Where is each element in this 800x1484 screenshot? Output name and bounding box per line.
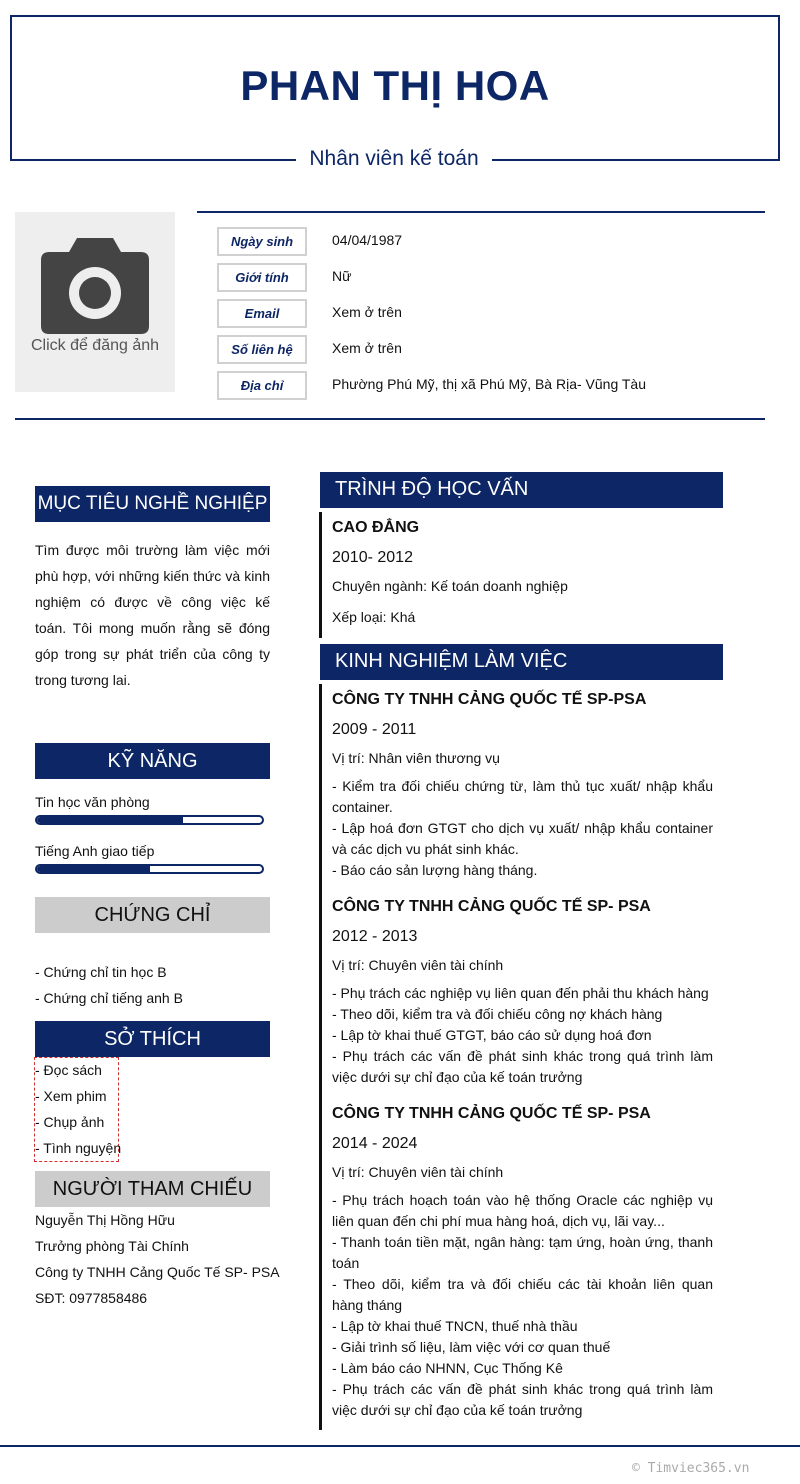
education-grade[interactable]: Xếp loại: Khá bbox=[332, 609, 416, 625]
photo-upload[interactable] bbox=[15, 212, 175, 392]
job-duty: - Phụ trách các vấn đề phát sinh khác trong quá trình làm việc dưới sự chỉ đạo của kế toán trưởng bbox=[332, 1048, 713, 1085]
job-company[interactable]: CÔNG TY TNHH CẢNG QUỐC TẾ SP- PSA bbox=[332, 1105, 651, 1122]
job-duties[interactable] bbox=[332, 776, 713, 881]
hobby-item[interactable]: - Chụp ảnh bbox=[35, 1114, 105, 1130]
job-duty: - Giải trình số liệu, làm việc với cơ quan thuế bbox=[332, 1339, 611, 1355]
info-divider-bottom bbox=[15, 418, 765, 420]
objective-heading: MỤC TIÊU NGHỀ NGHIỆP bbox=[35, 486, 270, 522]
education-bar bbox=[319, 512, 322, 638]
job-years[interactable]: 2014 - 2024 bbox=[332, 1135, 418, 1152]
job-duty: - Báo cáo sản lượng hàng tháng. bbox=[332, 862, 538, 878]
skill-name[interactable]: Tin học văn phòng bbox=[35, 794, 150, 810]
footer-divider bbox=[0, 1445, 800, 1447]
address-label: Địa chỉ bbox=[217, 371, 307, 400]
job-years[interactable]: 2012 - 2013 bbox=[332, 928, 418, 945]
certificate-item[interactable]: - Chứng chỉ tin học B bbox=[35, 964, 167, 980]
job-duty: - Thanh toán tiền mặt, ngân hàng: tạm ứng, hoàn ứng, thanh toán bbox=[332, 1234, 713, 1271]
job-years[interactable]: 2009 - 2011 bbox=[332, 721, 417, 738]
job-duties[interactable] bbox=[332, 983, 713, 1088]
job-duty: - Theo dõi, kiểm tra và đối chiếu công nợ khách hàng bbox=[332, 1006, 663, 1022]
candidate-name[interactable]: PHAN THỊ HOA bbox=[240, 62, 550, 109]
skill-bar bbox=[35, 815, 264, 825]
job-position[interactable]: Vị trí: Chuyên viên tài chính bbox=[332, 1164, 504, 1180]
job-duty: - Phụ trách hoạch toán vào hệ thống Oracle các nghiệp vụ liên quan đến chi phí mua hàng hoá, dịch vụ, lãi vay... bbox=[332, 1192, 713, 1229]
certificate-item[interactable]: - Chứng chỉ tiếng anh B bbox=[35, 990, 183, 1006]
job-duty: - Phụ trách các nghiệp vụ liên quan đến phải thu khách hàng bbox=[332, 985, 709, 1001]
education-years[interactable]: 2010- 2012 bbox=[332, 549, 413, 566]
job-duty: - Lập tờ khai thuế TNCN, thuế nhà thầu bbox=[332, 1318, 578, 1334]
reference-line[interactable]: Nguyễn Thị Hồng Hữu bbox=[35, 1212, 175, 1228]
job-duties[interactable] bbox=[332, 1190, 713, 1421]
hobby-item[interactable]: - Xem phim bbox=[35, 1088, 107, 1104]
camera-icon bbox=[41, 238, 149, 334]
birth-value[interactable]: 04/04/1987 bbox=[332, 232, 403, 248]
job-duty: - Phụ trách các vấn đề phát sinh khác trong quá trình làm việc dưới sự chỉ đạo của kế toán trưởng bbox=[332, 1381, 713, 1418]
job-title[interactable]: Nhân viên kế toán bbox=[296, 144, 492, 174]
reference-line[interactable]: SĐT: 0977858486 bbox=[35, 1290, 148, 1306]
references-heading: NGƯỜI THAM CHIẾU bbox=[35, 1171, 270, 1207]
skill-bar bbox=[35, 864, 264, 874]
birth-label: Ngày sinh bbox=[217, 227, 307, 256]
skill-bar-fill bbox=[37, 817, 183, 823]
job-duty: - Lập tờ khai thuế GTGT, báo cáo sử dụng hoá đơn bbox=[332, 1027, 652, 1043]
email-value[interactable]: Xem ở trên bbox=[332, 304, 402, 320]
info-divider-top bbox=[197, 211, 765, 213]
certificates-heading: CHỨNG CHỈ bbox=[35, 897, 270, 933]
skill-name[interactable]: Tiếng Anh giao tiếp bbox=[35, 843, 155, 859]
photo-upload-label: Click để đăng ảnh bbox=[30, 337, 160, 354]
job-company[interactable]: CÔNG TY TNHH CẢNG QUỐC TẾ SP-PSA bbox=[332, 691, 647, 708]
experience-bar bbox=[319, 684, 322, 1430]
job-company[interactable]: CÔNG TY TNHH CẢNG QUỐC TẾ SP- PSA bbox=[332, 898, 651, 915]
job-position[interactable]: Vị trí: Nhân viên thương vụ bbox=[332, 750, 500, 766]
job-duty: - Lập hoá đơn GTGT cho dịch vụ xuất/ nhập khẩu container và các dịch vu phát sinh khác. bbox=[332, 820, 713, 857]
hobbies-heading: SỞ THÍCH bbox=[35, 1021, 270, 1057]
job-duty: - Làm báo cáo NHNN, Cục Thống Kê bbox=[332, 1360, 563, 1376]
address-value[interactable]: Phường Phú Mỹ, thị xã Phú Mỹ, Bà Rịa- Vũng Tàu bbox=[332, 376, 647, 392]
email-label: Email bbox=[217, 299, 307, 328]
reference-line[interactable]: Công ty TNHH Cảng Quốc Tế SP- PSA bbox=[35, 1264, 280, 1280]
job-position[interactable]: Vị trí: Chuyên viên tài chính bbox=[332, 957, 504, 973]
phone-label: Số liên hệ bbox=[217, 335, 307, 364]
reference-line[interactable]: Trưởng phòng Tài Chính bbox=[35, 1238, 189, 1254]
education-heading: TRÌNH ĐỘ HỌC VẤN bbox=[320, 472, 723, 508]
education-major[interactable]: Chuyên ngành: Kế toán doanh nghiệp bbox=[332, 578, 568, 594]
gender-value[interactable]: Nữ bbox=[332, 268, 352, 284]
gender-label: Giới tính bbox=[217, 263, 307, 292]
hobby-item[interactable]: - Đọc sách bbox=[35, 1062, 102, 1078]
experience-heading: KINH NGHIỆM LÀM VIỆC bbox=[320, 644, 723, 680]
watermark: © Timviec365.vn bbox=[632, 1461, 750, 1476]
education-level[interactable]: CAO ĐẲNG bbox=[332, 519, 420, 536]
objective-text[interactable]: Tìm được môi trường làm việc mới phù hợp, với những kiến thức và kinh nghiệm có được về công việc kế toán. Tôi mong muốn rằng sẽ đóng góp trong sự phát triển của công ty trong tương lai. bbox=[35, 542, 270, 688]
skills-heading: KỸ NĂNG bbox=[35, 743, 270, 779]
hobby-item[interactable]: - Tình nguyện bbox=[35, 1140, 122, 1156]
job-duty: - Kiểm tra đối chiếu chứng từ, làm thủ tục xuất/ nhập khẩu container. bbox=[332, 778, 713, 815]
job-duty: - Theo dõi, kiểm tra và đối chiếu các tài khoản liên quan hàng tháng bbox=[332, 1276, 713, 1313]
phone-value[interactable]: Xem ở trên bbox=[332, 340, 402, 356]
skill-bar-fill bbox=[37, 866, 150, 872]
